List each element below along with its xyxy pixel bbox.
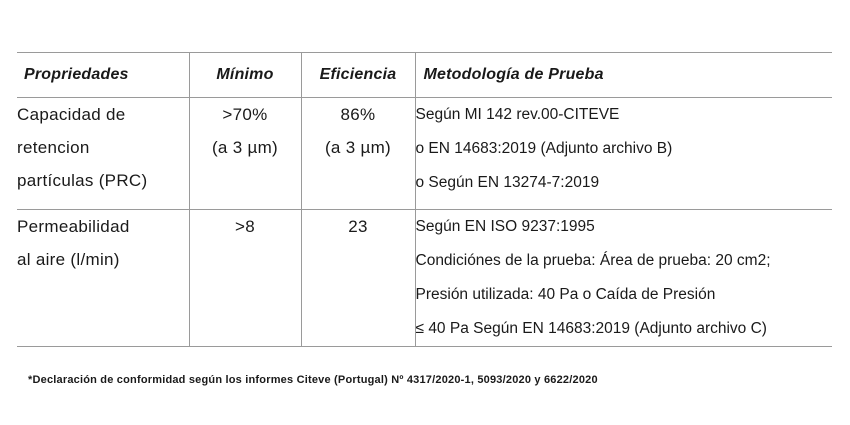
- footnote: *Declaración de conformidad según los informes Citeve (Portugal) Nº 4317/2020-1, 5093/2020 y 6622/2020: [28, 374, 598, 386]
- methodology-line: Condiciónes de la prueba: Área de prueba: 20 cm2;: [415, 252, 771, 269]
- efficiency-cell: [301, 210, 415, 347]
- property-line: Permeabilidad: [17, 217, 130, 236]
- methodology-cell: [415, 98, 832, 210]
- header-efficiency: Eficiencia: [301, 53, 415, 98]
- property-line: Capacidad de: [17, 105, 126, 124]
- property-line: retencion: [17, 138, 90, 157]
- table-row-permeability: [17, 210, 832, 347]
- property-line: partículas (PRC): [17, 171, 148, 190]
- property-cell: [17, 210, 189, 347]
- minimum-cell: [189, 210, 301, 347]
- efficiency-cell: [301, 98, 415, 210]
- methodology-line: o Según EN 13274-7:2019: [415, 174, 600, 191]
- methodology-line: o EN 14683:2019 (Adjunto archivo B): [415, 140, 673, 157]
- header-methodology: Metodología de Prueba: [415, 53, 832, 98]
- minimum-note: (a 3 µm): [211, 138, 279, 157]
- table-header-row: [17, 53, 832, 98]
- header-properties: Propriedades: [17, 53, 189, 98]
- header-minimum: Mínimo: [189, 53, 301, 98]
- minimum-value: >70%: [222, 105, 268, 124]
- methodology-line: Según MI 142 rev.00-CITEVE: [415, 106, 620, 123]
- methodology-line: ≤ 40 Pa Según EN 14683:2019 (Adjunto archivo C): [415, 320, 767, 337]
- methodology-line: Presión utilizada: 40 Pa o Caída de Presión: [415, 286, 716, 303]
- efficiency-note: (a 3 µm): [324, 138, 392, 157]
- methodology-cell: [415, 210, 832, 347]
- minimum-cell: [189, 98, 301, 210]
- table-row-prc: [17, 98, 832, 210]
- efficiency-value: 23: [348, 217, 368, 236]
- methodology-line: Según EN ISO 9237:1995: [415, 218, 595, 235]
- efficiency-value: 86%: [340, 105, 376, 124]
- minimum-value: >8: [235, 217, 255, 236]
- property-cell: [17, 98, 189, 210]
- specifications-table: [17, 52, 832, 347]
- property-line: al aire (l/min): [17, 250, 120, 269]
